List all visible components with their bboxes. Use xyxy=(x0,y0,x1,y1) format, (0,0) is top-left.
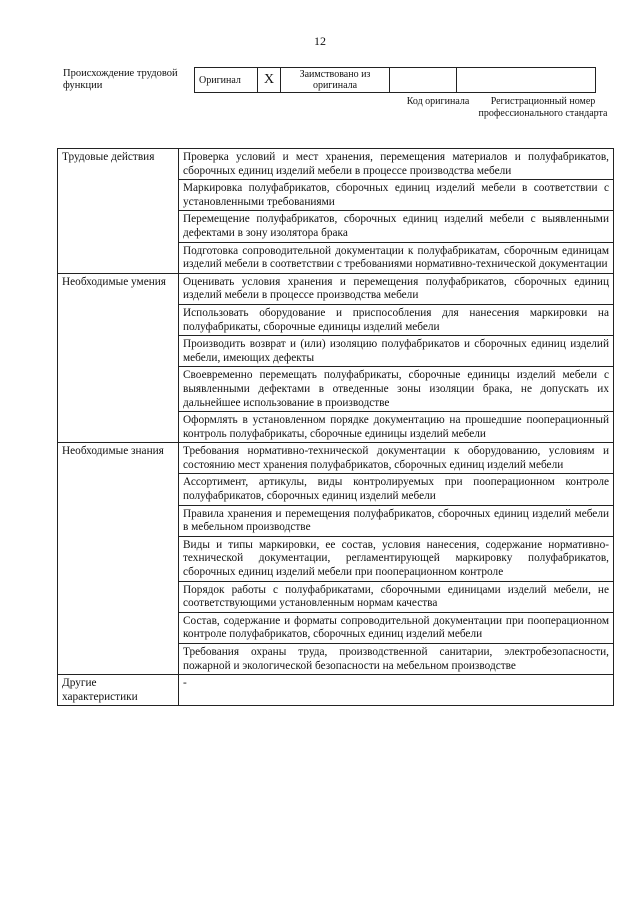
borrowed-cell: Заимствовано из оригинала xyxy=(281,68,390,93)
table-cell: Ассортимент, артикулы, виды контролируемых при пооперационном контроле полуфабрикатов, сборочных единиц изделий мебели xyxy=(179,474,614,505)
section-label-other: Другие характеристики xyxy=(58,675,179,706)
table-cell: Порядок работы с полуфабрикатами, сборочными единицами изделий мебели, не соответствующими установленным нормам качества xyxy=(179,581,614,612)
page-number: 12 xyxy=(314,34,326,48)
section-label-actions: Трудовые действия xyxy=(58,149,179,274)
function-table xyxy=(57,148,614,706)
origin-table xyxy=(194,67,596,93)
table-row xyxy=(58,675,614,706)
section-label-skills: Необходимые умения xyxy=(58,273,179,443)
table-cell: Правила хранения и перемещения полуфабрикатов, сборочных единиц изделий мебели в мебельном производстве xyxy=(179,505,614,536)
original-mark: X xyxy=(258,68,281,93)
table-cell: Производить возврат и (или) изоляцию полуфабрикатов и сборочных единиц изделий мебели, имеющих дефекты xyxy=(179,336,614,367)
table-cell: Маркировка полуфабрикатов, сборочных единиц изделий мебели в соответствии с установленными требованиями xyxy=(179,180,614,211)
section-label-knowledge: Необходимые знания xyxy=(58,443,179,675)
code-caption: Код оригинала xyxy=(406,96,470,107)
table-cell: Проверка условий и мест хранения, перемещения материалов и полуфабрикатов, сборочных единиц изделий мебели в процессе производства мебели xyxy=(179,149,614,180)
reg-number-cell xyxy=(457,68,596,93)
table-row xyxy=(58,149,614,180)
table-row xyxy=(58,443,614,474)
reg-number-caption: Регистрационный номер профессионального стандарта xyxy=(478,96,608,119)
table-cell: - xyxy=(179,675,614,706)
table-cell: Подготовка сопроводительной документации к полуфабрикатам, сборочным единицам изделий мебели в соответствии с требованиями нормативно-технической документации xyxy=(179,242,614,273)
table-cell: Виды и типы маркировки, ее состав, условия нанесения, содержание нормативно-технической документации, регламентирующей маркировку полуфабрикатов, сборочных единиц изделий мебели при пооперационном контроле xyxy=(179,536,614,581)
table-cell: Требования охраны труда, производственной санитарии, электробезопасности, пожарной и экологической безопасности на мебельном производстве xyxy=(179,644,614,675)
table-cell: Состав, содержание и форматы сопроводительной документации при пооперационном контроле полуфабрикатов, сборочных единиц изделий мебели xyxy=(179,612,614,643)
original-cell: Оригинал xyxy=(195,68,258,93)
table-cell: Перемещение полуфабрикатов, сборочных единиц изделий мебели с выявленными дефектами в зону изолятора брака xyxy=(179,211,614,242)
table-cell: Требования нормативно-технической документации к оборудованию, условиям и состоянию мест хранения полуфабрикатов, сборочных единиц изделий мебели xyxy=(179,443,614,474)
table-cell: Использовать оборудование и приспособления для нанесения маркировки на полуфабрикаты, сборочные единицы изделий мебели xyxy=(179,304,614,335)
table-row xyxy=(58,273,614,304)
table-cell: Оформлять в установленном порядке документацию на прошедшие пооперационный контроль полуфабрикаты, сборочные единицы изделий мебели xyxy=(179,412,614,443)
table-cell: Оценивать условия хранения и перемещения полуфабрикатов, сборочных единиц изделий мебели в процессе производства мебели xyxy=(179,273,614,304)
code-cell xyxy=(390,68,457,93)
origin-label: Происхождение трудовой функции xyxy=(63,68,178,91)
table-cell: Своевременно перемещать полуфабрикаты, сборочные единицы изделий мебели с выявленными дефектами в отведенные зоны изоляции брака, не допускать их дальнейшее использование в производстве xyxy=(179,367,614,412)
